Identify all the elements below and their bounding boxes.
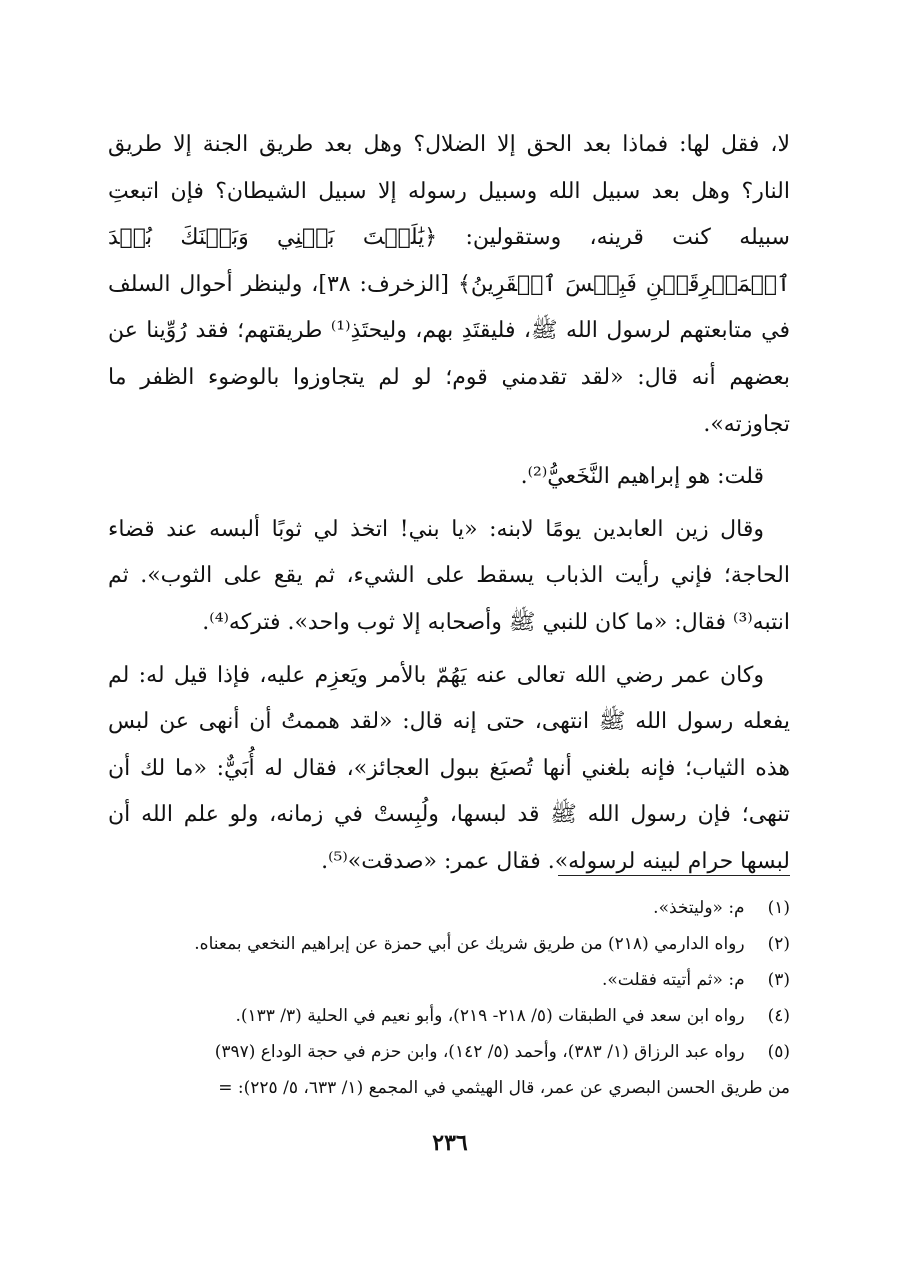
text-line: لبينه لرسوله». فقال عمر: «صدقت»⁽⁵⁾.	[321, 848, 681, 874]
footnote-text: م: «ثم أتيته فقلت».	[602, 970, 745, 990]
footnote-number: (١)	[767, 898, 790, 918]
text-line: وكان عمر رضي الله تعالى عنه يَهُمّ بالأمر ويَعزِم عليه، فإذا قيل له: لم	[108, 662, 764, 688]
footnote-text: م: «وليتخذ».	[653, 898, 745, 918]
footnote-text: رواه ابن سعد في الطبقات (٥/ ٢١٨- ٢١٩)، وأبو نعيم في الحلية (٣/ ١٣٣).	[235, 1006, 745, 1026]
text-line: قلت: هو إبراهيم النَّخَعيُّ⁽²⁾.	[520, 464, 764, 490]
paragraph-4	[108, 653, 790, 886]
footnote-number: (٥)	[767, 1042, 790, 1062]
text-line: [الزخرف: ٣٨]، ولينظر أحوال السلف في متابعتهم لرسول الله ﷺ، فليقتَدِ	[108, 271, 790, 344]
footnote-4	[108, 998, 790, 1034]
footnote-number: (٢)	[767, 934, 790, 954]
text-line: وقال زين العابدين يومًا لابنه: «يا بني! اتخذ لي ثوبًا ألبسه عند قضاء	[108, 516, 764, 542]
text-line: لا، فقل لها: فماذا بعد الحق إلا الضلال؟ وهل بعد طريق الجنة إلا طريق	[108, 132, 790, 157]
quran-verse-line: كنت قرينه، وستقولين: ﴿يَٰلَيۡتَ بَيۡنِي وَبَيۡنَكَ بُعۡدَ ٱلۡمَشۡرِقَيۡنِ فَبِئۡسَ ٱلۡقَرِينُ﴾	[108, 225, 790, 297]
text-line: الثياب؛ فإنه بلغني أنها تُصبَغ ببول العجائز»، فقال له أُبَيٌّ: «ما لك أن تنهى؛	[108, 755, 790, 828]
text-line: النار؟ وهل بعد سبيل الله وسبيل رسوله إلا سبيل الشيطان؟ فإن اتبعتِ سبيله	[108, 178, 790, 251]
footnote-5-continuation: من طريق الحسن البصري عن عمر، قال الهيثمي في المجمع (١/ ٦٣٣، ٥/ ٢٢٥): =	[218, 1078, 790, 1098]
footnote-number: (٤)	[767, 1006, 790, 1026]
footnote-text: رواه الدارمي (٢١٨) من طريق شريك عن أبي حمزة عن إبراهيم النخعي بمعناه.	[194, 934, 745, 954]
paragraph-3	[108, 507, 790, 647]
paragraph-1	[108, 122, 790, 448]
footnote-1	[108, 890, 790, 926]
paragraph-2	[108, 454, 790, 501]
text-line: يفعله رسول الله ﷺ انتهى، حتى إنه قال: «لقد هممتُ أن أنهى عن لبس هذه	[108, 709, 790, 781]
footnotes	[108, 890, 790, 1106]
text-line: بهم، وليحتَذِ⁽¹⁾ طريقتهم؛ فقد رُوِّينا عن بعضهم أنه قال: «لقد تقدمني قوم؛	[108, 318, 790, 390]
footnote-5	[108, 1034, 790, 1070]
footnote-2	[108, 926, 790, 962]
footnote-separator	[558, 875, 790, 876]
footnote-3	[108, 962, 790, 998]
text-line: فإن رسول الله ﷺ قد لبسها، ولُبِستْ في زمانه، ولو علم الله أن لبسها حرام	[108, 802, 790, 874]
main-text	[108, 122, 790, 886]
text-line: لو لم يتجاوزوا بالوضوء الظفر ما تجاوزته».	[108, 364, 790, 437]
text-line: انتبه⁽³⁾ فقال: «ما كان للنبي ﷺ وأصحابه إلا ثوب واحد». فتركه⁽⁴⁾.	[202, 609, 790, 635]
footnote-number: (٣)	[767, 970, 790, 990]
text-line: الحاجة؛ فإني رأيت الذباب يسقط على الشيء، ثم يقع على الثوب». ثم	[108, 563, 790, 589]
page-number: ٢٣٦	[432, 1130, 468, 1156]
footnote-text: رواه عبد الرزاق (١/ ٣٨٣)، وأحمد (٥/ ١٤٢)، وابن حزم في حجة الوداع (٣٩٧)	[214, 1042, 745, 1062]
